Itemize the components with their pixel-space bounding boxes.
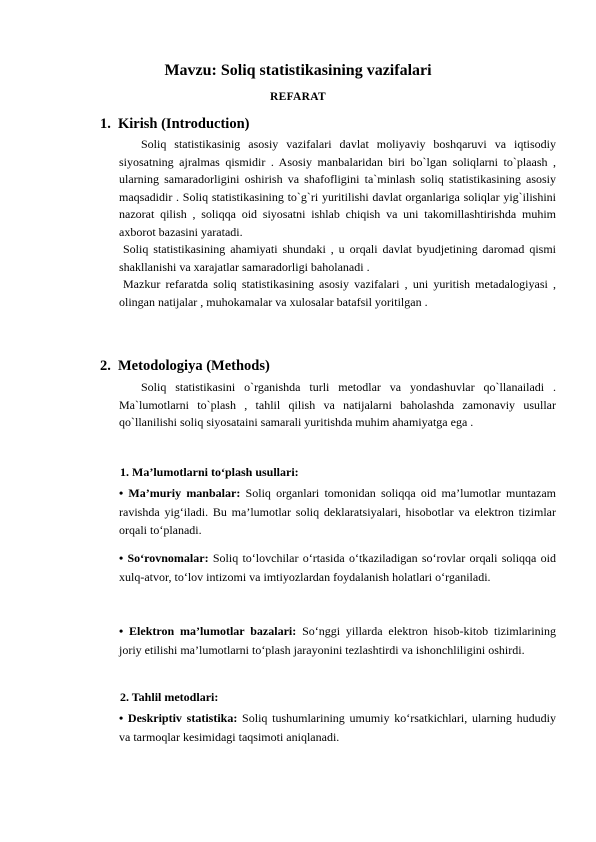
section-heading-introduction (100, 116, 249, 133)
section-heading-methods (100, 358, 270, 375)
bullet-label: • Elektron ma’lumotlar bazalari: (119, 624, 297, 638)
introduction-text (119, 136, 556, 311)
section-title: Kirish (Introduction) (118, 116, 250, 132)
bullet-label: • Deskriptiv statistika: (119, 711, 238, 725)
bullet-surveys (119, 549, 556, 586)
page-title: Mavzu: Soliq statistikasining vazifalari (164, 62, 432, 79)
bullet-text: So‘nggi yillarda elektron hisob-kitob tizimlarining joriy etilishi ma’lumotlarni to‘plash jarayonini tezlashtirdi va ishonchliligini oshirdi. (119, 624, 556, 657)
paragraph: Mazkur refaratda soliq statistikasining asosiy vazifalari , uni yuritish metadalogiyasi , olingan natijalar , muhokamalar va xulosalar batafsil yoritilgan . (119, 277, 556, 309)
bullet-label: • So‘rovnomalar: (119, 551, 209, 565)
paragraph: Soliq statistikasinig asosiy vazifalari davlat moliyaviy boshqaruvi va iqtisodiy siyosatning ajralmas qismidir . Asosiy manbalaridan biri bo`lgan soliqlarni to`plaash , ularning samaradorligini oshirish va shafofligini ta`minlash soliq statistikasining asosiy maqsadidir . Soliq statistikasining to`g`ri yuritilishi davlat organlariga soliqlar yig`ilishini nazorat qilish , soliqqa oid siyosatni ishlab chiqish va uni takomillashtirishda muhim axborot bazasini yaratadi. (119, 137, 556, 239)
bullet-text: Soliq tushumlarining umumiy ko‘rsatkichlari, ularning hududiy va tarmoqlar kesimidagi taqsimoti aniqlanadi. (119, 711, 556, 744)
bullet-label: • Ma’muriy manbalar: (119, 486, 241, 500)
paragraph: Soliq statistikasini o`rganishda turli metodlar va yondashuvlar qo`llanailadi . Ma`lumotlarni to`plash , tahlil qilish va natijalarni baholashda zamonaviy usullar qo`llanilishi soliq siyosataini samarali yuritishda muhim ahamiyatga ega . (119, 380, 556, 429)
page-subtitle: REFARAT (270, 91, 326, 103)
bullet-text: Soliq organlari tomonidan soliqqa oid ma’lumotlar muntazam ravishda yig‘iladi. Bu ma’lumotlar soliq deklaratsiyalari, hisobotlar va elektron tizimlar orqali to‘planadi. (119, 486, 557, 537)
section-number: 2. (100, 358, 111, 374)
section-number: 1. (100, 116, 111, 132)
section-title: Metodologiya (Methods) (118, 358, 270, 374)
methods-text (119, 379, 556, 432)
bullet-descriptive-statistics (119, 709, 556, 746)
bullet-administrative-sources (119, 484, 556, 540)
subheading-data-collection: 1. Ma’lumotlarni to‘plash usullari: (120, 465, 299, 479)
bullet-electronic-databases (119, 622, 556, 659)
bullet-text: Soliq to‘lovchilar o‘rtasida o‘tkaziladigan so‘rovlar orqali soliqqa oid xulq-atvor, to‘lov intizomi va imtiyozlardan foydalanish holatlari o‘rganiladi. (119, 551, 556, 584)
paragraph: Soliq statistikasining ahamiyati shundaki , u orqali davlat byudjetining daromad qismi shakllanishi va xarajatlar samaradorligi baholanadi . (119, 242, 556, 274)
subheading-analysis-methods: 2. Tahlil metodlari: (120, 690, 219, 704)
